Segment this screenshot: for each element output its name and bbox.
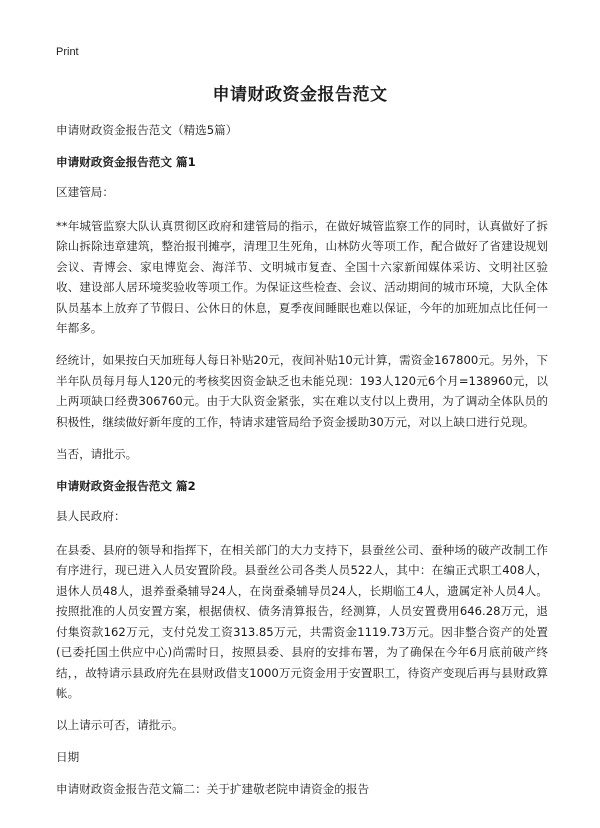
document-body <box>56 120 548 811</box>
section-2-salutation: 县人民政府： <box>56 509 126 523</box>
print-label: Print <box>56 46 79 58</box>
section-1-salutation: 区建管局： <box>56 185 114 199</box>
section-1-paragraph-2: 经统计，如果按白天加班每人每日补贴20元，夜间补贴10元计算，需资金167800元。另外，下半年队员每月每人120元的考核奖因资金缺乏也未能兑现：193人120元6个月=138960元，以上两项缺口经费306760元。由于大队资金紧张，实在难以支付以上费用，为了调动全体队员的积极性，继续做好新年度的工作，特请求建管局给予资金援助30万元，对以上缺口进行兑现。 <box>56 353 548 429</box>
section-2-heading: 申请财政资金报告范文 篇2 <box>56 478 196 493</box>
section-2-paragraph-1: 在县委、县府的领导和指挥下，在相关部门的大力支持下，县蚕丝公司、蚕种场的破产改制工作有序进行，现已进入人员安置阶段。县蚕丝公司各类人员522人，其中：在编正式职工408人，退休人员48人，退养蚕桑辅导24人，在岗蚕桑辅导员24人，长期临工4人，遗属定补人员4人。按照批准的人员安置方案，根据债权、债务清算报告，经测算，人员安置费用646.28万元，退付集资款162万元，支付兑发工资313.85万元，共需资金1119.73万元。因非整合资产的处置(已委托国土供应中心)尚需时日，按照县委、县府的安排布署，为了确保在今年6月底前破产终结，，故特请示县政府先在县财政借支1000万元资金用于安置职工，待资产变现后再与县财政算帐。 <box>56 542 548 700</box>
section-2-date-label: 日期 <box>56 750 80 764</box>
section-1-closing: 当否，请批示。 <box>56 446 138 461</box>
section-1-heading: 申请财政资金报告范文 篇1 <box>56 154 196 169</box>
document-title: 申请财政资金报告范文 <box>212 85 388 105</box>
section-1-paragraph-1: **年城管监察大队认真贯彻区政府和建管局的指示，在做好城管监察工作的同时，认真做好了拆除山拆除违章建筑，整治报刊摊亭，清理卫生死角，山林防火等项工作，配合做好了省建设规划会议、青博会、家电博览会、海洋节、文明城市复查、全国十六家新闻媒体采访、文明社区验收、建设部人居环境奖验收等项工作。为保证这些检查、会议、活动期间的城市环境，大队全体队员基本上放弃了节假日、公休日的休息，夏季夜间睡眠也难以保证，今年的加班加点比任何一年都多。 <box>56 218 548 335</box>
document-subtitle: 申请财政资金报告范文（精选5篇） <box>56 123 238 137</box>
section-2-closing: 以上请示可否，请批示。 <box>56 718 184 732</box>
section-3-teaser: 申请财政资金报告范文篇二：关于扩建敬老院申请资金的报告 <box>56 782 370 796</box>
